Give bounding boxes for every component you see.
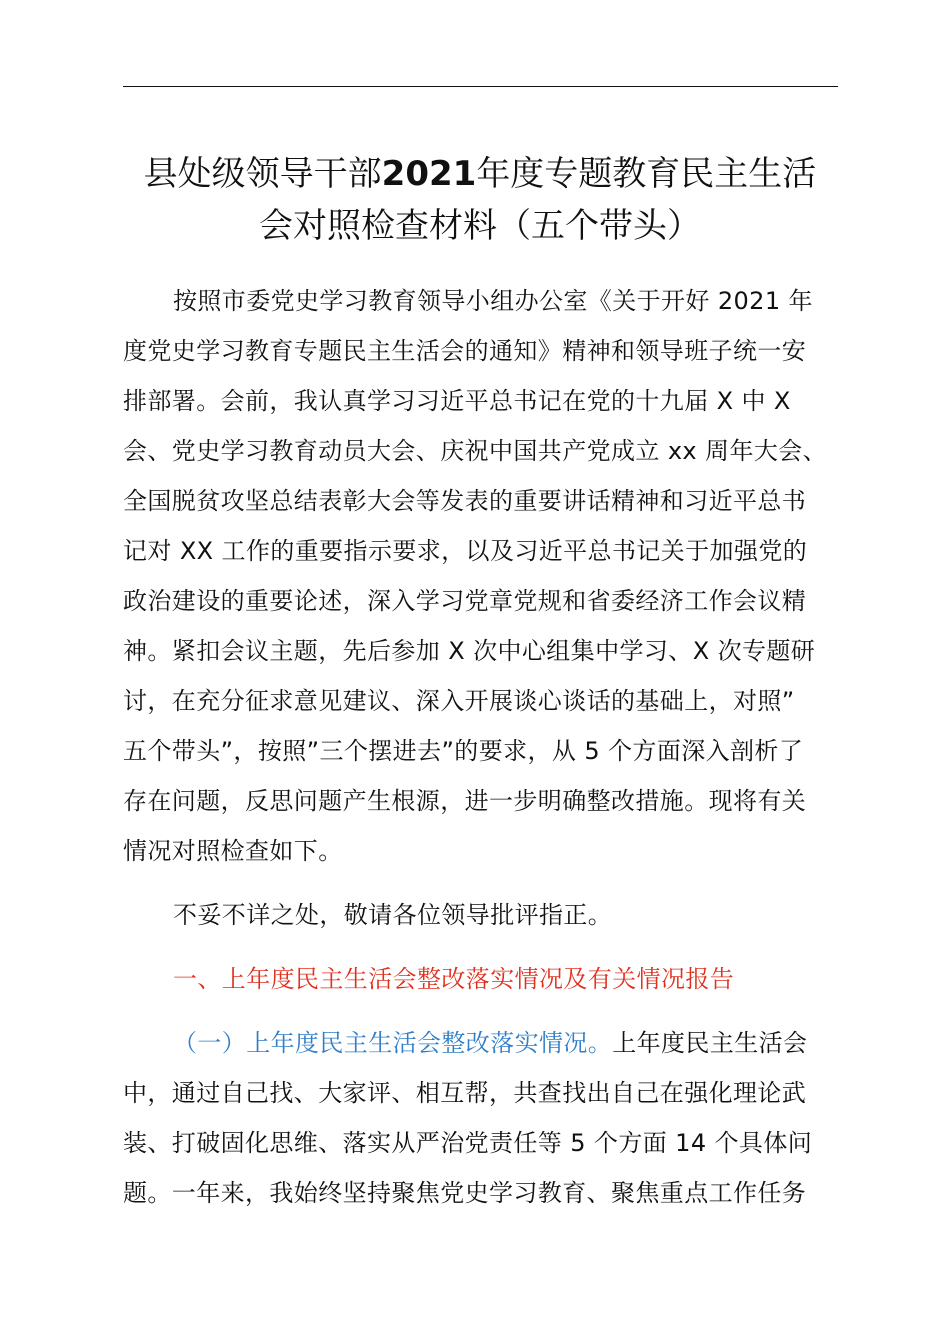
intro-line: 会、党史学习教育动员大会、庆祝中国共产党成立 xx 周年大会、 bbox=[123, 437, 828, 465]
title-line-2: 会对照检查材料（五个带头） bbox=[259, 206, 701, 246]
intro-line: 全国脱贫攻坚总结表彰大会等发表的重要讲话精神和习近平总书 bbox=[123, 487, 807, 515]
section-heading-text: 一、上年度民主生活会整改落实情况及有关情况报告 bbox=[173, 965, 735, 993]
intro-line: 讨，在充分征求意见建议、深入开展谈心谈话的基础上，对照” bbox=[123, 687, 795, 715]
subsection-line: 题。一年来，我始终坚持聚焦党史学习教育、聚焦重点工作任务 bbox=[123, 1179, 807, 1207]
title-line-1: 县处级领导干部2021年度专题教育民主生活 bbox=[143, 154, 817, 194]
intro-line: 存在问题，反思问题产生根源，进一步明确整改措施。现将有关 bbox=[123, 787, 807, 815]
intro-line: 政治建设的重要论述，深入学习党章党规和省委经济工作会议精 bbox=[123, 587, 807, 615]
document-body bbox=[123, 276, 838, 1218]
intro-paragraph bbox=[123, 276, 838, 876]
paragraph-gap bbox=[123, 940, 838, 954]
intro-line: 记对 XX 工作的重要指示要求，以及习近平总书记关于加强党的 bbox=[123, 537, 808, 565]
intro-line: 排部署。会前，我认真学习习近平总书记在党的十九届 X 中 X bbox=[123, 387, 791, 415]
subsection-line: 中，通过自己找、大家评、相互帮，共查找出自己在强化理论武 bbox=[123, 1079, 807, 1107]
subsection-paragraph bbox=[123, 1018, 838, 1218]
subsection-first-line bbox=[123, 1018, 838, 1068]
intro-line: 按照市委党史学习教育领导小组办公室《关于开好 2021 年 bbox=[173, 287, 813, 315]
subsection-heading: （一）上年度民主生活会整改落实情况。 bbox=[173, 1029, 613, 1057]
subsection-first-tail: 上年度民主生活会 bbox=[612, 1029, 808, 1057]
section-heading bbox=[123, 954, 838, 1004]
intro-line: 五个带头”，按照”三个摆进去”的要求，从 5 个方面深入剖析了 bbox=[123, 737, 804, 765]
closing-paragraph bbox=[123, 890, 838, 940]
document-title bbox=[110, 148, 850, 252]
intro-line: 神。紧扣会议主题，先后参加 X 次中心组集中学习、X 次专题研 bbox=[123, 637, 816, 665]
closing-line: 不妥不详之处，敬请各位领导批评指正。 bbox=[173, 901, 613, 929]
header-rule bbox=[123, 86, 838, 87]
subsection-line: 装、打破固化思维、落实从严治党责任等 5 个方面 14 个具体问 bbox=[123, 1129, 813, 1157]
paragraph-gap bbox=[123, 1004, 838, 1018]
intro-line: 度党史学习教育专题民主生活会的通知》精神和领导班子统一安 bbox=[123, 337, 807, 365]
paragraph-gap bbox=[123, 876, 838, 890]
intro-line: 情况对照检查如下。 bbox=[123, 837, 343, 865]
